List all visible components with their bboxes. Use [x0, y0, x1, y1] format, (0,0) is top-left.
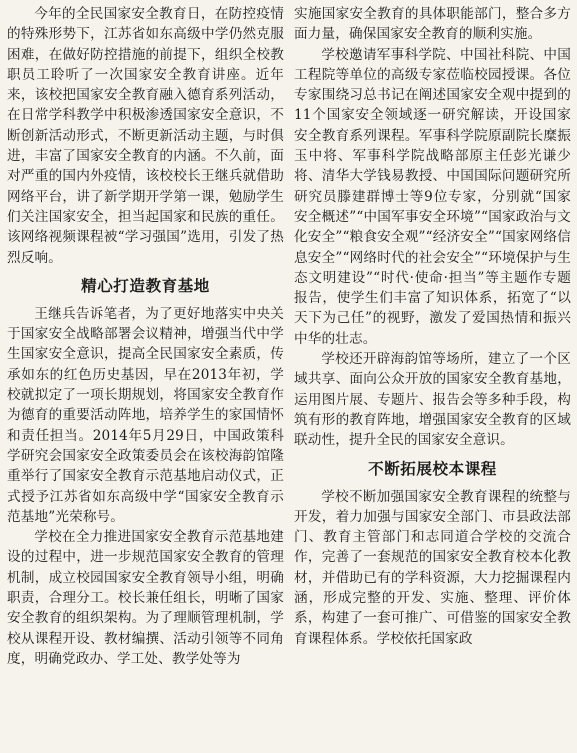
article-columns	[7, 4, 571, 753]
paragraph-haiyun-hall: 学校还开辟海韵馆等场所，建立了一个区域共享、面向公众开放的国家安全教育基地，运用图片展、专题片、报告会等多种手段，构筑有形的教育阵地，增强国家安全教育的区域联动性，提升全民的国家安全意识。	[294, 351, 571, 449]
paragraph-management-continued: 实施国家安全教育的具体职能部门，整合多方面力量，确保国家安全教育的顺利实施。	[294, 6, 571, 43]
paragraph-curriculum: 学校不断加强国家安全教育课程的统整与开发，着力加强与国家安全部门、市县政法部门、教育主管部门和志同道合学校的交流合作，完善了一套规范的国家安全教育校本化教材，并借助已有的学科资源，大力挖掘课程内涵，形成完整的开发、实施、整理、评价体系，构建了一套可推广、可借鉴的国家安全教育课程体系。学校依托国家政	[294, 488, 571, 647]
right-column	[294, 4, 571, 753]
paragraph-management: 学校在全力推进国家安全教育示范基地建设的过程中，进一步规范国家安全教育的管理机制，成立校园国家安全教育领导小组，明确职责，合理分工。校长兼任组长，明晰了国家安全教育的组织架构。为了理顺管理机制，学校从课程开设、教材编撰、活动引领等不同角度，明确党政办、学工处、教学处等为	[7, 529, 284, 667]
paragraph-experts: 学校邀请军事科学院、中国社科院、中国工程院等单位的高级专家莅临校园授课。各位专家围绕习总书记在阐述国家安全观中提到的11个国家安全领域逐一研究解读，开设国家安全教育系列课程。军事科学院原副院长糜振玉中将、军事科学院战略部原主任彭光谦少将、清华大学钱易教授、中国国际问题研究所研究员滕建群博士等9位专家，分别就“国家安全概述”“中国军事安全环境”“国家政治与文化安全”“粮食安全观”“经济安全”“国家网络信息安全”“网络时代的社会安全”“环境保护与生态文明建设”“时代·使命·担当”等主题作专题报告，使学生们丰富了知识体系，拓宽了“以天下为己任”的视野，激发了爱国热情和振兴中华的壮志。	[294, 46, 571, 347]
section-heading-school-curriculum: 不断拓展校本课程	[368, 459, 497, 478]
paragraph-base-history: 王继兵告诉笔者，为了更好地落实中央关于国家安全战略部署会议精神，增强当代中学生国家安全意识，提高全民国家安全素质，传承如东的红色历史基因，早在2013年初，学校就拟定了一项长期规划，将国家安全教育作为德育的重要活动阵地，培养学生的家国情怀和责任担当。2014年5月29日，中国政策科学研究会国家安全政策委员会在该校海韵馆隆重举行了国家安全教育示范基地启动仪式，正式授予江苏省如东高级中学“国家安全教育示范基地”光荣称号。	[7, 305, 284, 525]
left-column	[7, 4, 284, 753]
section-heading-education-base: 精心打造教育基地	[81, 276, 210, 295]
paragraph-intro: 今年的全民国家安全教育日，在防控疫情的特殊形势下，江苏省如东高级中学仍然克服困难，在做好防控措施的前提下，组织全校教职员工聆听了一次国家安全教育讲座。近年来，该校把国家安全教育融入德育系列活动，在日常学科教学中积极渗透国家安全意识，不断创新活动形式，不断更新活动主题，与时俱进，丰富了国家安全教育的内涵。不久前，面对严重的国内外疫情，该校校长王继兵就借助网络平台，讲了新学期开学第一课，勉励学生们关注国家安全，担当起国家和民族的重任。该网络视频课程被“学习强国”选用，引发了热烈反响。	[7, 6, 284, 266]
